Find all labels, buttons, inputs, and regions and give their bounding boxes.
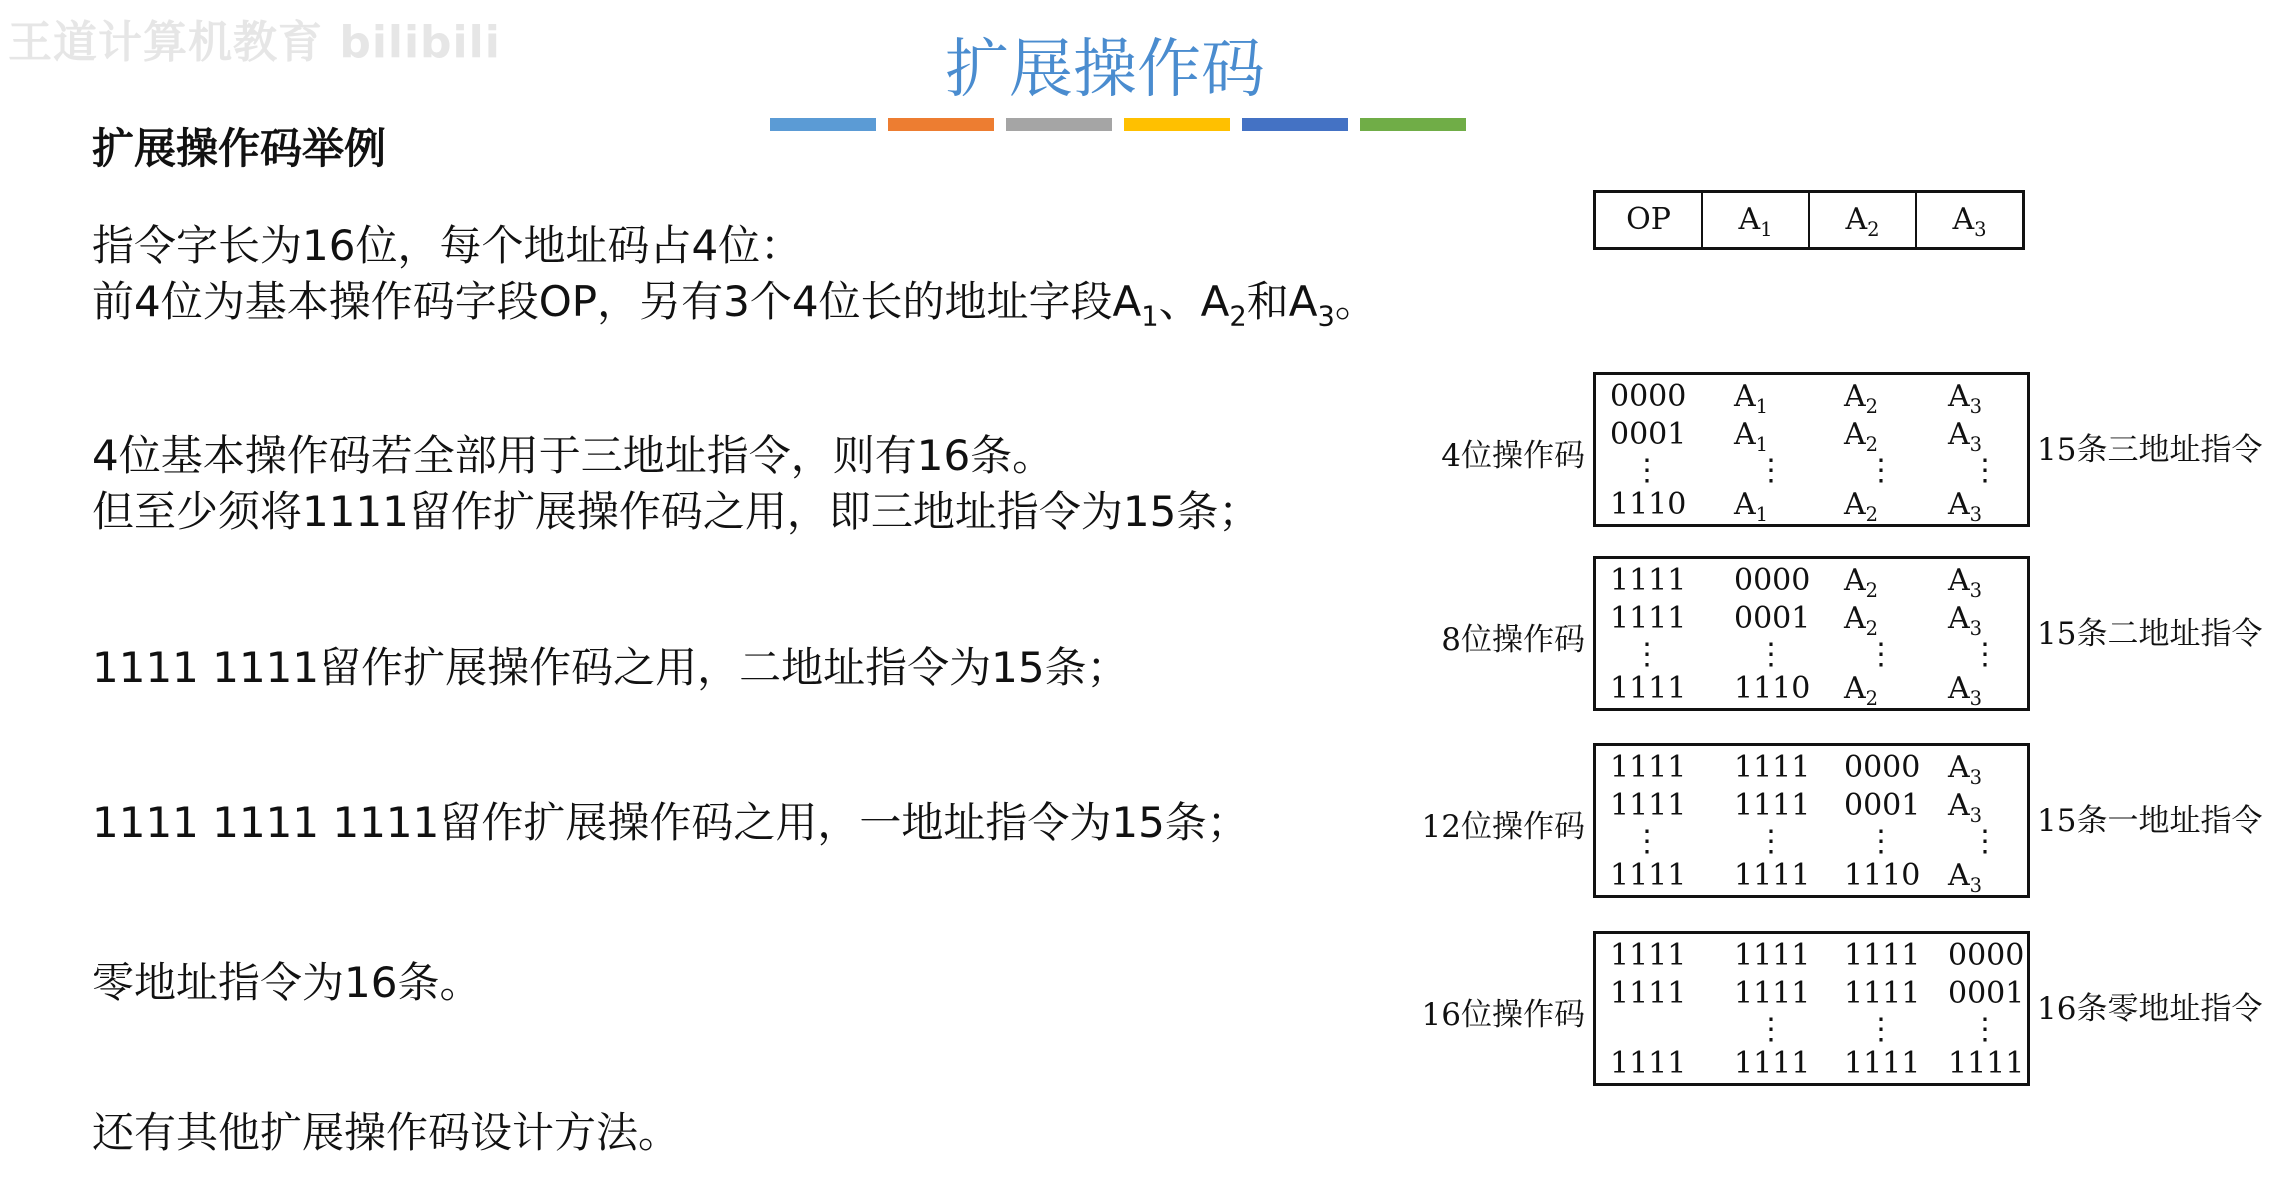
- block-cell: 1110: [1610, 487, 1687, 522]
- block-cell: 1111: [1734, 976, 1811, 1011]
- block-cell: ⋮: [1970, 1012, 2000, 1047]
- block-cell: ⋮: [1970, 637, 2000, 672]
- block-cell: ⋮: [1632, 637, 1662, 672]
- block-cell: 1111: [1844, 938, 1921, 973]
- opcode-block: [1593, 743, 2030, 898]
- color-bar: [1360, 118, 1466, 131]
- opcode-length-label: 8位操作码: [1441, 622, 1585, 658]
- block-cell: 1111: [1610, 976, 1687, 1011]
- block-cell: 1111: [1844, 1046, 1921, 1081]
- block-cell: $A_2$: [1844, 379, 1879, 418]
- block-cell: ⋮: [1632, 824, 1662, 859]
- block-cell: ⋮: [1756, 637, 1786, 672]
- instruction-count-label: 15条三地址指令: [2037, 432, 2263, 468]
- block-cell: $A_3$: [1948, 487, 1983, 526]
- format-a3-cell: $A_3$: [1952, 202, 1987, 241]
- block-cell: $A_3$: [1948, 750, 1983, 789]
- paragraph-line: 指令字长为16位，每个地址码占4位：: [92, 221, 803, 270]
- block-cell: ⋮: [1970, 824, 2000, 859]
- block-cell: $A_1$: [1734, 379, 1769, 418]
- block-cell: 1111: [1610, 671, 1687, 706]
- block-cell: 1111: [1734, 938, 1811, 973]
- color-bar: [1124, 118, 1230, 131]
- block-cell: 1110: [1844, 858, 1921, 893]
- block-cell: 1111: [1734, 750, 1811, 785]
- block-cell: $A_3$: [1948, 417, 1983, 456]
- block-cell: ⋮: [1756, 1012, 1786, 1047]
- block-cell: 0000: [1844, 750, 1921, 785]
- color-bar: [1242, 118, 1348, 131]
- instruction-count-label: 15条一地址指令: [2037, 803, 2263, 839]
- instruction-count-label: 15条二地址指令: [2037, 616, 2263, 652]
- watermark: 王道计算机教育 bilibili: [8, 17, 501, 68]
- slide-title: 扩展操作码: [945, 33, 1265, 107]
- opcode-length-label: 4位操作码: [1441, 438, 1585, 474]
- opcode-block: [1593, 556, 2030, 711]
- block-cell: ⋮: [1866, 453, 1896, 488]
- block-cell: $A_1$: [1734, 417, 1769, 456]
- paragraph-two-address: 1111 1111留作扩展操作码之用，二地址指令为15条；: [92, 643, 1129, 692]
- block-cell: $A_2$: [1844, 601, 1879, 640]
- paragraph-zero-address: 零地址指令为16条。: [92, 958, 482, 1007]
- paragraph-one-address: 1111 1111 1111留作扩展操作码之用，一地址指令为15条；: [92, 798, 1249, 847]
- block-cell: 1111: [1610, 750, 1687, 785]
- block-cell: 0000: [1734, 563, 1811, 598]
- block-cell: $A_2$: [1844, 487, 1879, 526]
- opcode-block: [1593, 372, 2030, 527]
- block-cell: 1110: [1734, 671, 1811, 706]
- block-cell: 0001: [1844, 788, 1921, 823]
- instruction-format-box: [1593, 190, 2025, 250]
- block-cell: 0000: [1948, 938, 2025, 973]
- format-op-cell: OP: [1596, 193, 1703, 247]
- paragraph-other-methods: 还有其他扩展操作码设计方法。: [92, 1108, 681, 1157]
- block-cell: 1111: [1610, 788, 1687, 823]
- paragraph-three-address: [92, 428, 1260, 540]
- block-cell: ⋮: [1866, 637, 1896, 672]
- block-cell: 1111: [1948, 1046, 2025, 1081]
- color-bar: [770, 118, 876, 131]
- color-bar: [1006, 118, 1112, 131]
- block-cell: ⋮: [1866, 1012, 1896, 1047]
- opcode-length-label: 16位操作码: [1421, 997, 1585, 1033]
- format-a2-cell: $A_2$: [1810, 193, 1917, 247]
- paragraph-instruction-format: [92, 218, 1377, 345]
- block-cell: $A_2$: [1844, 563, 1879, 602]
- block-cell: ⋮: [1866, 824, 1896, 859]
- block-cell: $A_3$: [1948, 671, 1983, 710]
- paragraph-line: 4位基本操作码若全部用于三地址指令，则有16条。: [92, 431, 1055, 480]
- block-cell: 1111: [1610, 938, 1687, 973]
- block-cell: $A_3$: [1948, 788, 1983, 827]
- block-cell: 1111: [1844, 976, 1921, 1011]
- block-cell: 1111: [1610, 1046, 1687, 1081]
- block-cell: 1111: [1610, 563, 1687, 598]
- block-cell: 0001: [1610, 417, 1687, 452]
- block-cell: 0001: [1734, 601, 1811, 636]
- block-cell: ⋮: [1970, 453, 2000, 488]
- block-cell: $A_3$: [1948, 858, 1983, 897]
- block-cell: 1111: [1734, 788, 1811, 823]
- block-cell: $A_1$: [1734, 487, 1769, 526]
- block-cell: $A_3$: [1948, 379, 1983, 418]
- paragraph-line: 但至少须将1111留作扩展操作码之用，即三地址指令为15条；: [92, 487, 1261, 536]
- block-cell: 1111: [1734, 1046, 1811, 1081]
- block-cell: 1111: [1610, 601, 1687, 636]
- block-cell: ⋮: [1756, 824, 1786, 859]
- block-cell: 1111: [1610, 858, 1687, 893]
- format-a1-cell: $A_1$: [1703, 193, 1810, 247]
- block-cell: $A_2$: [1844, 417, 1879, 456]
- paragraph-line: 前4位为基本操作码字段OP，另有3个4位长的地址字段$A_1$、$A_2$和$A_3$。: [92, 277, 1377, 333]
- opcode-length-label: 12位操作码: [1421, 809, 1585, 845]
- color-bar: [888, 118, 994, 131]
- block-cell: $A_3$: [1948, 601, 1983, 640]
- block-cell: 0000: [1610, 379, 1687, 414]
- block-cell: $A_2$: [1844, 671, 1879, 710]
- opcode-block: [1593, 931, 2030, 1086]
- block-cell: ⋮: [1632, 453, 1662, 488]
- block-cell: 1111: [1734, 858, 1811, 893]
- instruction-count-label: 16条零地址指令: [2037, 991, 2263, 1027]
- block-cell: ⋮: [1756, 453, 1786, 488]
- block-cell: $A_3$: [1948, 563, 1983, 602]
- subheading: 扩展操作码举例: [92, 124, 387, 173]
- block-cell: 0001: [1948, 976, 2025, 1011]
